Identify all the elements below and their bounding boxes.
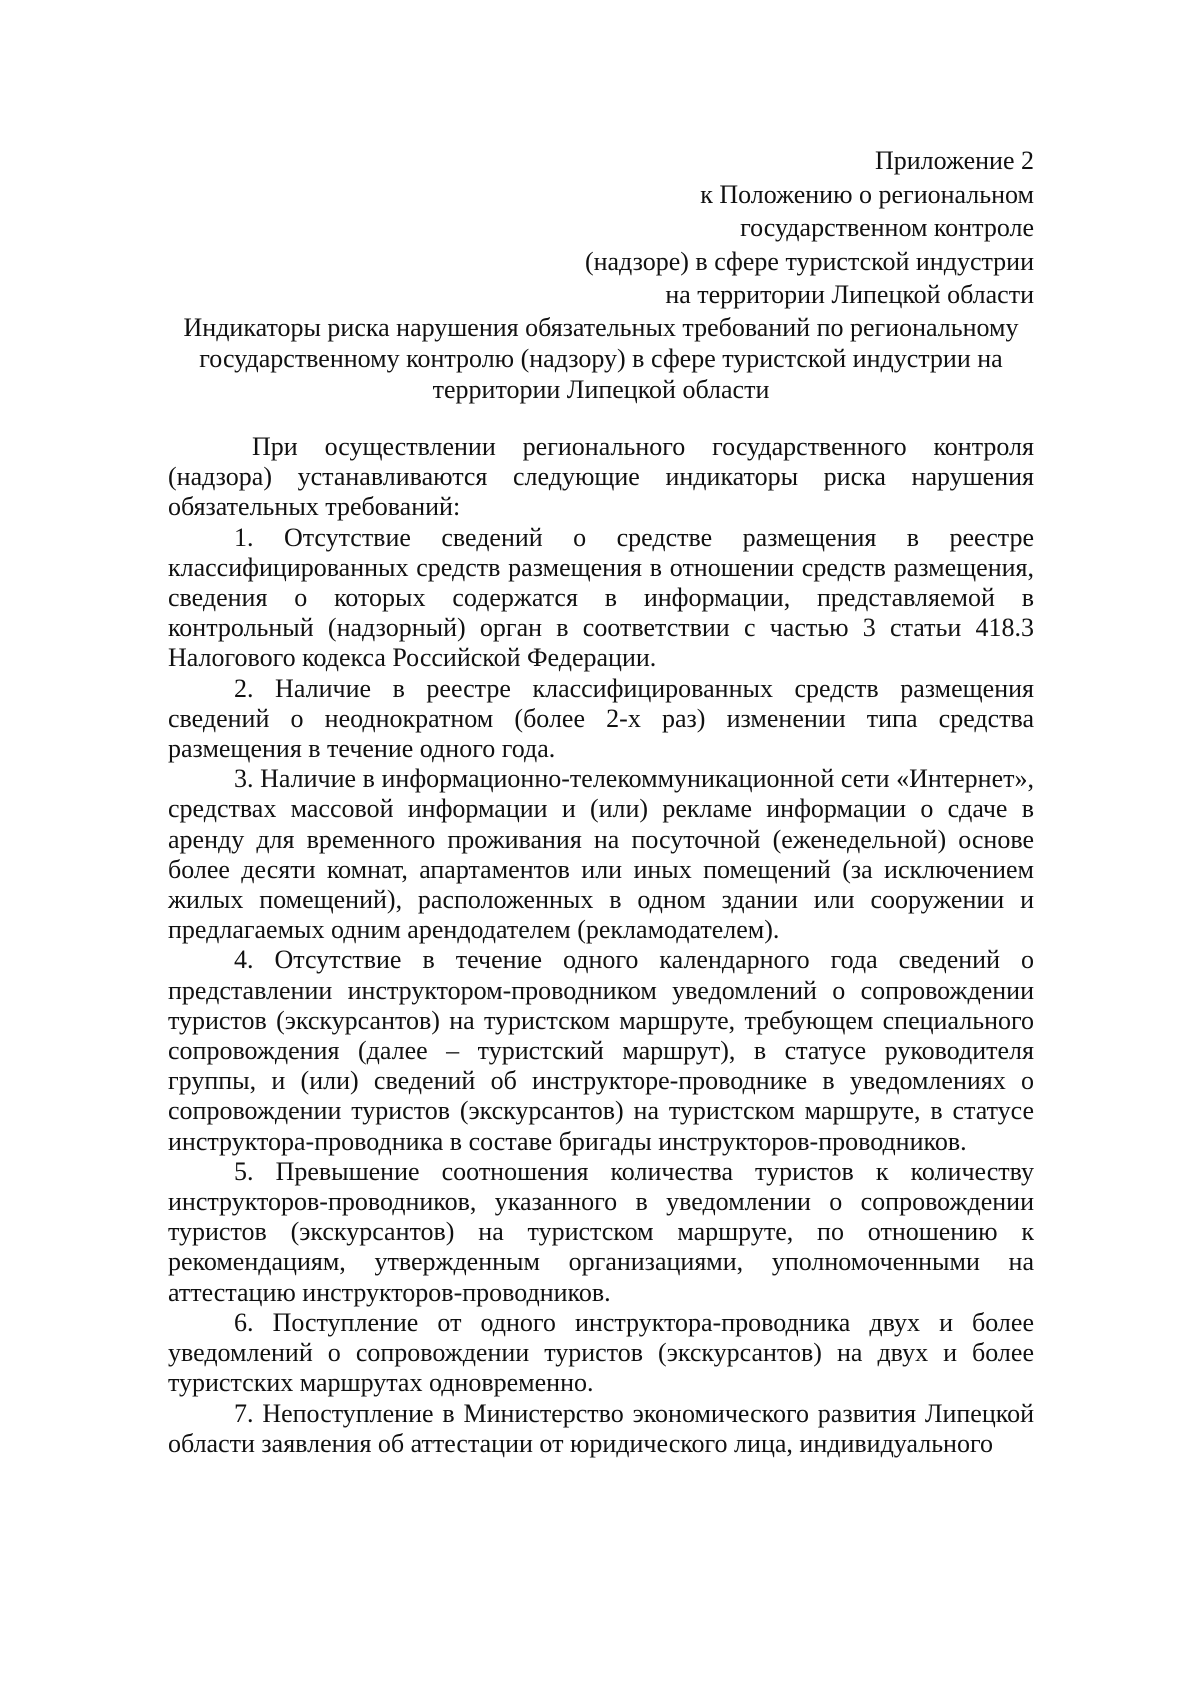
appendix-number: Приложение 2 (874, 146, 1034, 175)
risk-indicator-2: 2. Наличие в реестре классифицированных средств размещения сведений о неоднократном (более 2-х раз) изменении типа средства размещения в течение одного года. (168, 673, 1034, 764)
title-line: Индикаторы риска нарушения обязательных требований по региональному (183, 313, 1019, 342)
title-line: территории Липецкой области (432, 375, 770, 404)
appendix-header (560, 144, 1034, 312)
risk-indicator-7: 7. Непоступление в Министерство экономического развития Липецкой области заявления об аттестации от юридического лица, индивидуального (168, 1398, 1034, 1458)
risk-indicator-3: 3. Наличие в информационно-телекоммуникационной сети «Интернет», средствах массовой информации и (или) рекламе информации о сдаче в аренду для временного проживания на посуточной (еженедельной) основе более десяти комнат, апартаментов или иных помещений (за исключением жилых помещений), расположенных в одном здании или сооружении и предлагаемых одним арендодателем (рекламодателем). (168, 764, 1034, 945)
risk-indicator-6: 6. Поступление от одного инструктора-проводника двух и более уведомлений о сопровождении туристов (экскурсантов) на двух и более туристских маршрутах одновременно. (168, 1307, 1034, 1398)
risk-indicator-4: 4. Отсутствие в течение одного календарного года сведений о представлении инструктором-проводником уведомлений о сопровождении туристов (экскурсантов) на туристском маршруте, требующем специального сопровождения (далее – туристский маршрут), в статусе руководителя группы, и (или) сведений об инструкторе-проводнике в уведомлениях о сопровождении туристов (экскурсантов) на туристском маршруте, в статусе инструктора-проводника в составе бригады инструкторов-проводников. (168, 945, 1034, 1156)
intro-paragraph: При осуществлении регионального государственного контроля (надзора) устанавливаются следующие индикаторы риска нарушения обязательных требований: (168, 432, 1034, 522)
document-body (168, 432, 1034, 1459)
appendix-line: на территории Липецкой области (665, 280, 1034, 309)
appendix-line: к Положению о региональном (700, 179, 1034, 209)
appendix-line: (надзоре) в сфере туристской индустрии (584, 246, 1034, 276)
document-title (168, 312, 1034, 405)
risk-indicator-1: 1. Отсутствие сведений о средстве размещения в реестре классифицированных средств размещения в отношении средств размещения, сведения о которых содержатся в информации, представляемой в контрольный (надзорный) орган в соответствии с частью 3 статьи 418.3 Налогового кодекса Российской Федерации. (168, 522, 1034, 673)
title-line: государственному контролю (надзору) в сфере туристской индустрии на (199, 344, 1003, 373)
appendix-line: государственном контроле (740, 213, 1034, 242)
risk-indicator-5: 5. Превышение соотношения количества туристов к количеству инструкторов-проводников, указанного в уведомлении о сопровождении туристов (экскурсантов) на туристском маршруте, по отношению к рекомендациям, утвержденным организациями, уполномоченными на аттестацию инструкторов-проводников. (168, 1156, 1034, 1307)
